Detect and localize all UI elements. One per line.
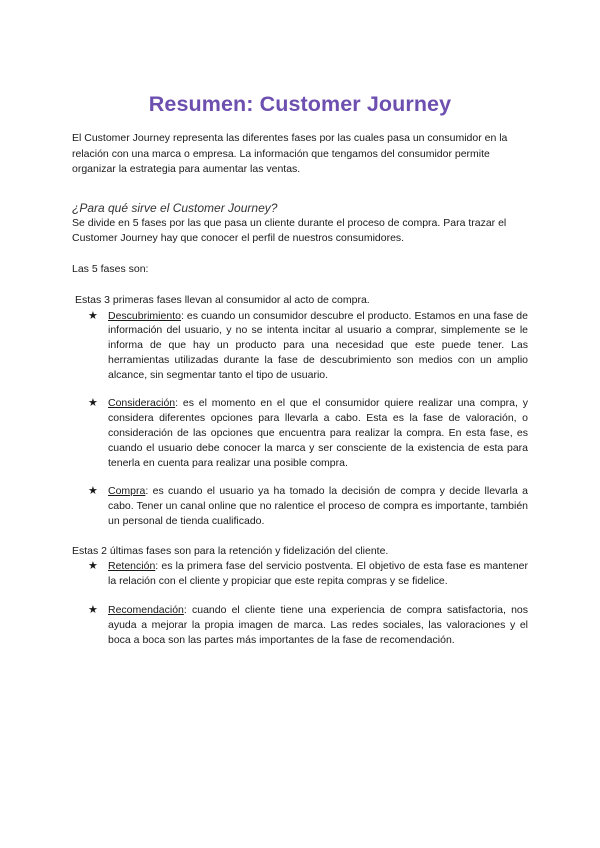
- list-item-retencion: [72, 559, 528, 589]
- section-paragraph: Se divide en 5 fases por las que pasa un cliente durante el proceso de compra. Para trazar el Customer Journey hay que conocer el perfil de nuestros consumidores.: [72, 216, 507, 244]
- star-bullet-icon: ★: [88, 603, 98, 616]
- star-bullet-icon: ★: [88, 485, 98, 498]
- section-heading: ¿Para qué sirve el Customer Journey?: [72, 200, 278, 215]
- term-retencion: Retención: [108, 560, 156, 573]
- list-item-descubrimiento: [72, 309, 528, 383]
- term-compra: Compra: [108, 485, 146, 498]
- primeras-list: [72, 309, 528, 529]
- term-consideracion: Consideración: [108, 397, 176, 410]
- page-title: Resumen: Customer Journey: [148, 92, 452, 116]
- list-item-compra: [72, 484, 528, 528]
- term-descubrimiento: Descubrimiento: [108, 309, 181, 322]
- star-bullet-icon: ★: [88, 397, 98, 410]
- ultimas-list: [72, 559, 528, 647]
- star-bullet-icon: ★: [88, 560, 98, 573]
- list-item-consideracion: [72, 396, 528, 470]
- star-bullet-icon: ★: [88, 309, 98, 322]
- desc-recomendacion: : cuando el cliente tiene una experiencia de compra satisfactoria, nos ayuda a mejorar la propia imagen de marca. Las redes sociales, las valoraciones y el boca a boca son las partes más importantes de la fase de recomendación.: [108, 603, 528, 646]
- desc-consideracion: : es el momento en el que el consumidor quiere realizar una compra, y considera diferentes opciones para llevarla a cabo. Esta es la fase de valoración, o consideración de las opciones que encuentra para realizar la compra. En esta fase, es cuando el usuario debe conocer la marca y ser consciente de la existencia de esta para tenerla en cuenta para realizar una posible compra.: [108, 397, 528, 469]
- term-recomendacion: Recomendación: [108, 603, 184, 616]
- fases-label: Las 5 fases son:: [72, 262, 149, 275]
- list-item-recomendacion: [72, 603, 528, 647]
- ultimas-label: Estas 2 últimas fases son para la retención y fidelización del cliente.: [72, 544, 389, 557]
- primeras-label: Estas 3 primeras fases llevan al consumidor al acto de compra.: [75, 294, 370, 306]
- desc-descubrimiento: : es cuando un consumidor descubre el producto. Estamos en una fase de información del usuario, y no se intenta incitar al usuario a comprar, simplemente se le informa de que hay un producto para una necesidad que este puede tener. Las herramientas utilizadas durante la fase de descubrimiento son medios con un amplio alcance, sin segmentar tanto el tipo de usuario.: [108, 309, 528, 381]
- desc-compra: : es cuando el usuario ya ha tomado la decisión de compra y decide llevarla a cabo. Tener un canal online que no ralentice el proceso de compra es importante, también un personal de tienda cualificado.: [108, 485, 528, 528]
- intro-paragraph: El Customer Journey representa las diferentes fases por las cuales pasa un consumidor en la relación con una marca o empresa. La información que tengamos del consumidor permite organizar la estrategia para aumentar las ventas.: [72, 132, 508, 175]
- desc-retencion: : es la primera fase del servicio postventa. El objetivo de esta fase es mantener la relación con el cliente y propiciar que este repita compras y se fidelice.: [108, 560, 528, 588]
